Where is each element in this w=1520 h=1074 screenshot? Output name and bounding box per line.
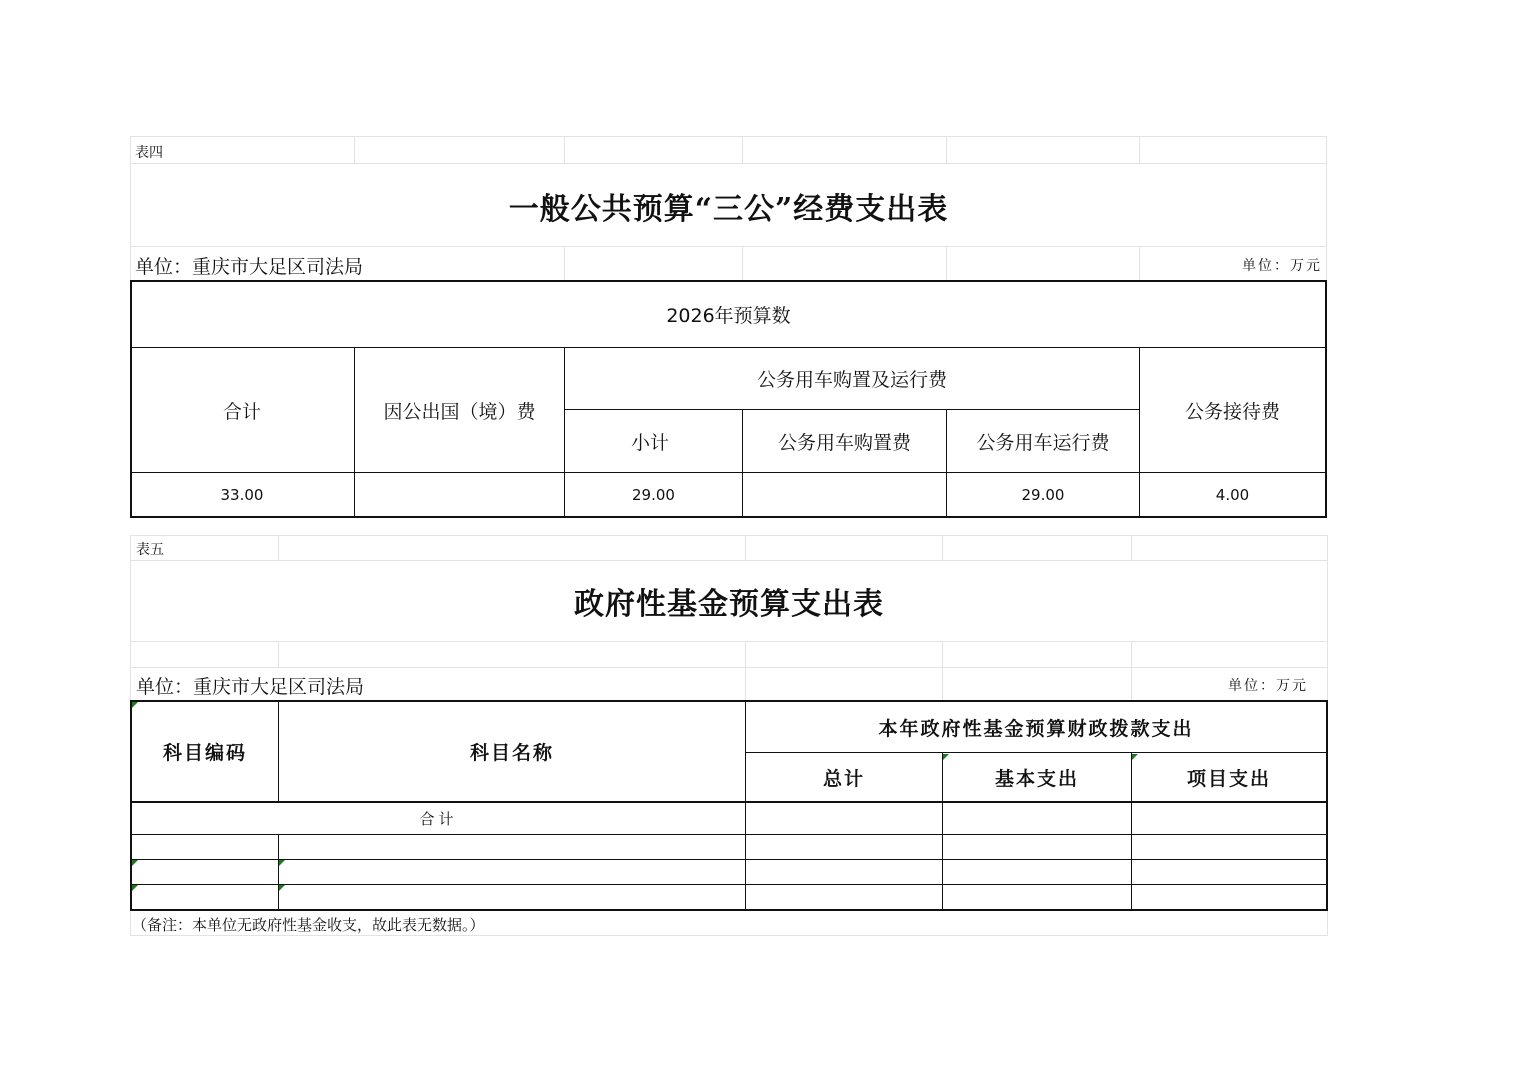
- table4-col-total: 合计: [222, 400, 261, 423]
- table5-note: （备注：本单位无政府性基金收支，故此表无数据。）: [132, 916, 485, 934]
- table4-title: 一般公共预算“三公”经费支出表: [508, 192, 949, 227]
- table5-col-basic: 基本支出: [994, 767, 1079, 790]
- table4-col-vehicle-group: 公务用车购置及运行费: [756, 369, 947, 391]
- cell-marker: [132, 885, 138, 891]
- table5-unit-right: 单位：万元: [1228, 678, 1308, 694]
- table5-col-total: 总计: [822, 767, 865, 790]
- table4-unit-right: 单位：万元: [1242, 258, 1322, 274]
- table5-col-group: 本年政府性基金预算财政拨款支出: [878, 717, 1194, 740]
- table5-title: 政府性基金预算支出表: [574, 587, 884, 622]
- table4-unit-left: 单位：重庆市大足区司法局: [135, 256, 364, 278]
- cell-marker: [279, 860, 285, 866]
- table4-col-subtotal: 小计: [631, 431, 670, 454]
- table4-col-operation: 公务用车运行费: [976, 431, 1110, 454]
- cell-marker: [279, 885, 285, 891]
- cell-marker: [132, 860, 138, 866]
- table4-value-reception: 4.00: [1215, 485, 1250, 504]
- table4-value-purchase: [743, 473, 946, 516]
- table4-col-reception: 公务接待费: [1184, 400, 1280, 423]
- table4-value-abroad: [355, 473, 564, 516]
- table4-col-abroad: 因公出国（境）费: [383, 400, 536, 423]
- table4-value-operation: 29.00: [1021, 485, 1065, 504]
- table4-value-subtotal: 29.00: [632, 485, 675, 504]
- table5-col-code: 科目编码: [162, 742, 247, 764]
- table4-header-budget: 2026年预算数: [666, 304, 791, 327]
- table4-value-total: 33.00: [220, 485, 264, 504]
- table5-unit-left: 单位：重庆市大足区司法局: [136, 676, 365, 698]
- table5-tag: 表五: [136, 542, 164, 558]
- table4-col-purchase: 公务用车购置费: [777, 431, 911, 454]
- table4-tag: 表四: [135, 145, 163, 161]
- table5-col-name: 科目名称: [469, 742, 554, 764]
- table5-sum-label: 合计: [419, 810, 458, 828]
- table5-col-project: 项目支出: [1186, 767, 1271, 790]
